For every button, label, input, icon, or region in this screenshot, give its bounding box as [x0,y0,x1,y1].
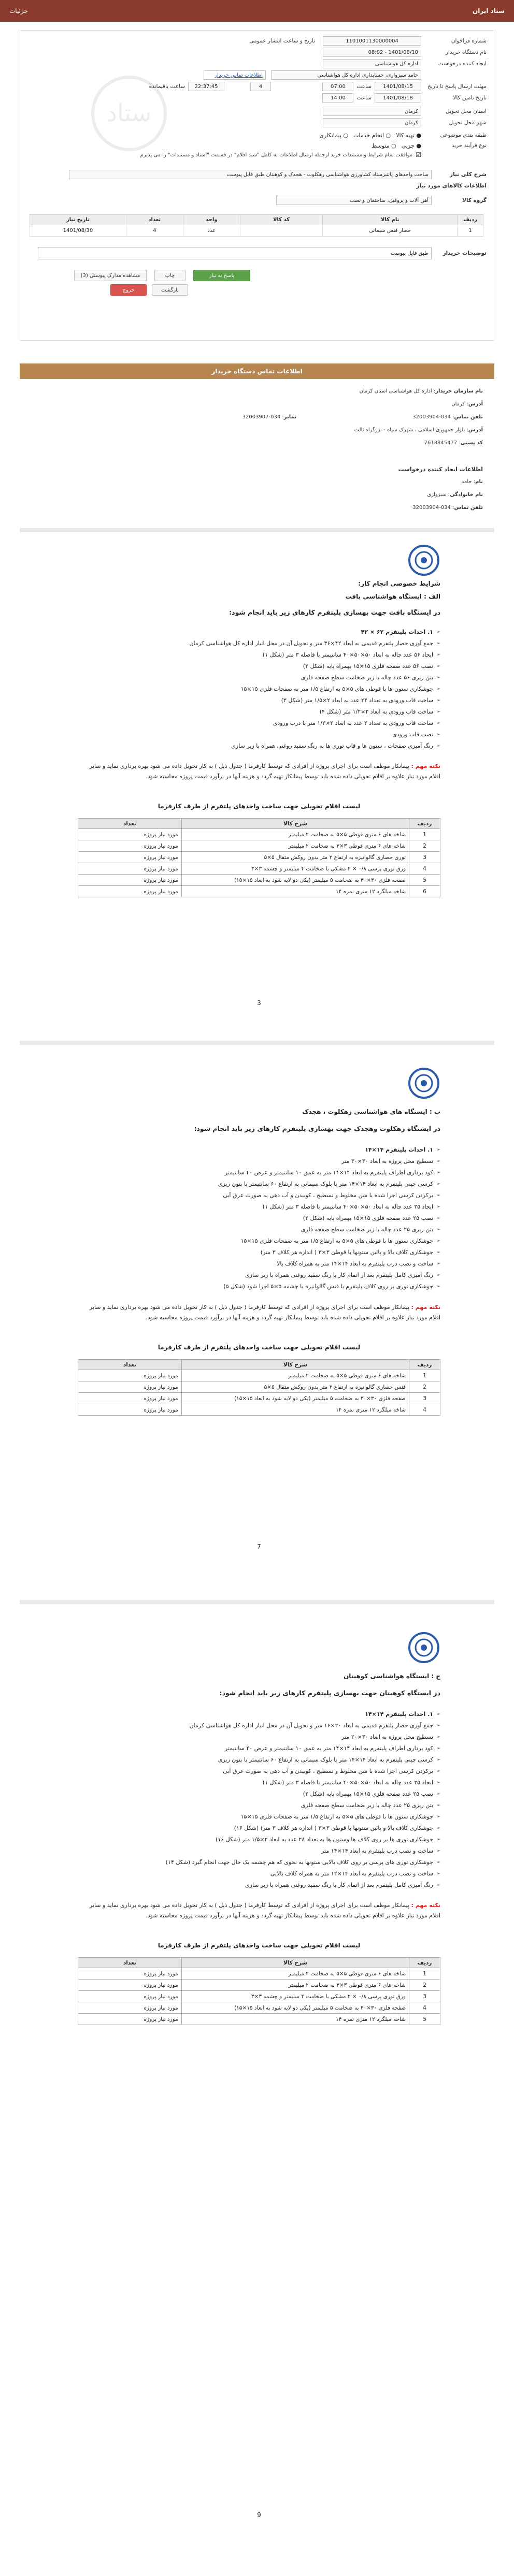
list-item: ➢ کرسی چینی پلیتفرم به ابعاد ۱۴×۱۴ متر با بلوک سیمانی به ارتفاع ۶۰ سانتیمتر با بتون ریزی [78,1754,440,1766]
publish-date-label: تاریخ و ساعت انتشار عمومی [249,38,315,44]
doc2-note-label: نکته مهم : [411,1304,440,1311]
list-item: ➢ برکردن کرسی اجرا شده با شن مخلوط و تسطیح ، کوبیدن و آب دهی به صورت عرق آبی [78,1190,440,1201]
need-date: 1401/08/18 [375,93,421,103]
tender-detail-panel [20,30,494,341]
col-name: نام کالا [323,215,458,225]
buyer-name-label: نام سازمان خریدار [435,388,483,394]
full-address-label: آدرس [468,427,483,433]
table-row [78,1393,440,1404]
col-unit: واحد [183,215,240,225]
cell-qty: مورد نیاز پروژه [78,1370,182,1381]
list-item: ➢ نصب ۲۵ عدد صفحه فلزی ۱۵×۱۵ بهمراه پایه (شکل ۲) [78,1788,440,1800]
remaining-time: 22:37:45 [188,82,224,91]
table-row [78,875,440,886]
top-bar [0,0,514,22]
section-divider [20,1600,494,1604]
doc3-ask: در ایستگاه کوهبنان جهت بهسازی پلیتفرم کارهای زیر باید انجام شود: [219,1689,440,1697]
table-row [78,1980,440,1991]
need-date-label: تاریخ تامین کالا [453,95,487,101]
list-item: ➢ کرسی چینی پلیتفرم به ابعاد ۱۴×۱۴ متر با بلوک سیمانی به ارتفاع ۶۰ سانتیمتر با بتون ریزی [78,1178,440,1190]
cell-date: 1401/08/30 [30,225,126,237]
cell-desc: صفحه فلزی ۳۰×۳۰ به ضخامت ۵ میلیمتر (یکی دو لایه شود به ابعاد ۱۵×۱۵) [181,1393,409,1404]
col-date: تاریخ نیاز [30,215,126,225]
table-row [78,1404,440,1416]
list-item: ➢ بتن ریزی ۲۵ عدد چاله با زیر ضخامت سطح صفحه فلزی [78,1800,440,1811]
table-row [78,863,440,875]
cell-qty: مورد نیاز پروژه [78,1980,182,1991]
cell-qty: مورد نیاز پروژه [78,829,182,840]
col-desc: شرح کالا [181,1958,409,1968]
list-item: ➢ کود برداری اطراف پلیتفرم به ابعاد ۱۴×۱۴ متر به عمق ۱۰ سانتیمتر و عرض ۴۰ سانتیمتر [78,1743,440,1754]
list-item: ➢ جمع آوری حصار پلتفرم قدیمی به ابعاد ۴۲×۳۶ متر و تحویل آن در محل انبار اداره کل هواشناسی کرمان [78,638,440,649]
cell-qty: مورد نیاز پروژه [78,1404,182,1416]
attachments-button[interactable]: مشاهده مدارک پیوستی (3) [74,270,147,281]
cell-qty: مورد نیاز پروژه [78,1968,182,1980]
province-value: کرمان [323,107,421,116]
table-row [78,2002,440,2014]
doc2-note-text: پیمانکار موظف است برای اجرای پروژه از افرادی که توسط کارفرما ( جدول ذیل ) به کار تحویل داده می شود بهره برداری نماید و سایر اقلام مورد نیاز علاوه بر اقلام تحویلی داده شده باید توسط پیمانکار تهیه گردد و هزینه آنها در برآورد قیمت پروژه محاسبه شود. [89,1304,440,1321]
city-label: شهر محل تحویل [449,120,487,126]
list-item: ➢ ایجاد ۲۵ عدد چاله به ابعاد ۵۰×۵۰×۴۰ سانتیمتر با فاصله ۳ متر (شکل ۱) [78,1201,440,1213]
list-item: ➢ ایجاد ۵۶ عدد چاله به ابعاد ۵۰×۵۰×۴۰ سانتیمتر با فاصله ۳ متر (شکل ۱) [78,649,440,661]
radio-partial[interactable]: ● جزیی [401,142,421,149]
phone-value: 034-32003904 [412,414,451,420]
cell-n: 3 [409,852,440,863]
deadline-label: مهلت ارسال پاسخ تا تاریخ [427,83,487,90]
list-item: ➢ جوشکاری توری بر روی کلاف پلیتفرم با فنس گالوانیزه با چشمه ۵×۵ اجرا شود (شکل ۵) [78,1281,440,1292]
list-item: ➢ بتن ریزی ۵۶ عدد چاله با زیر ضخامت سطح صفحه فلزی [78,672,440,683]
list-item: ➢ رنگ آمیزی صفحات ، ستون ها و قاب توری ها به رنگ سفید روغنی همراه با زیر سازی [78,740,440,752]
list-item: ➢ ساخت قاب ورودی به ابعاد ۲×۱/۲ متر (شکل ۴) [78,706,440,718]
col-qty: تعداد [78,1360,182,1370]
deadline-time: 07:00 [322,82,353,91]
table-row [78,886,440,897]
goods-table [30,214,483,237]
doc3-list-title: لیست اقلام تحویلی جهت ساخت واحدهای پلتفرم از طرف کارفرما [158,1942,361,1949]
col-row: ردیف [409,1958,440,1968]
table-row [78,829,440,840]
section-divider [20,528,494,532]
table-row [78,852,440,863]
list-item: ➢ تسطیح محل پروژه به ابعاد ۳۰×۳۰ متر [78,1156,440,1167]
col-row: ردیف [409,819,440,829]
doc1-items-table [78,818,440,897]
cell-qty: مورد نیاز پروژه [78,2002,182,2014]
cell-desc: شاخه های ۶ متری قوطی ۳×۳ به ضخامت ۲ میلیمتر [181,1980,409,1991]
list-item: ➢ ساخت و نصب درب پلیتفرم به ابعاد ۱۴×۱۴ متر به همراه کلاف بالا [78,1258,440,1270]
list-item: ➢ ساخت قاب ورودی به تعداد ۲۴ عدد به ابعاد ۲×۱/۵ متر (شکل ۳) [78,695,440,706]
cell-desc: فنس حصاری گالوانیزه به ارتفاع ۲ متر بدون روکش متقال ۵×۵ [181,1381,409,1393]
table-row [78,2014,440,2025]
list-item: ➢ نصب ۲۵ عدد صفحه فلزی ۱۵×۱۵ بهمراه پایه (شکل ۲) [78,1213,440,1224]
list-item: ➢ بتن ریزی ۲۵ عدد چاله با زیر ضخامت سطح صفحه فلزی [78,1224,440,1235]
phone-label: تلفن تماس [454,414,483,420]
price-label: نوع فرآیند خرید [451,142,487,149]
list-item: ➢ کود برداری اطراف پلیتفرم به ابعاد ۱۴×۱۴ متر به عمق ۱۰ سانتیمتر و عرض ۴۰ سانتیمتر [78,1167,440,1178]
goods-info-label: اطلاعات کالاهای مورد نیاز [416,183,487,189]
cell-qty: 4 [126,225,183,237]
doc1-title: شرایط خصوصی انجام کار: [358,580,440,587]
cell-qty: مورد نیاز پروژه [78,1991,182,2002]
list-item: ➢ ساخت و نصب درب پلیتفرم به ابعاد ۱۴×۱۲ متر به همراه کلاف بالایی [78,1868,440,1880]
back-button[interactable]: بازگشت [152,284,188,296]
list-item: ➢ جوشکاری ستون ها با قوطی های ۵×۵ به ارتفاع ۱/۵ متر به صفحات فلزی ۱۵×۱۵ [78,683,440,695]
postal-value: 7618845477 [424,440,458,446]
doc3-page-number: 9 [257,2511,261,2519]
cell-desc: توری حصاری گالوانیزه به ارتفاع ۲ متر بدون روکش متقال ۵×۵ [181,852,409,863]
col-desc: شرح کالا [181,1360,409,1370]
doc2-note [78,1302,440,1323]
table-row [78,1370,440,1381]
doc1-ask: در ایستگاه بافت جهت بهسازی پلیتفرم کارهای زیر باید انجام شود: [229,608,440,616]
deadline-date: 1401/08/15 [375,82,421,91]
cell-n: 1 [409,829,440,840]
doc2-ask: در ایستگاه زهکلوت وهجدک جهت بهسازی پلیتفرم کارهای زیر باید انجام شود: [194,1125,440,1132]
need-title-value: ساخت واحدهای پانتیزستاد کشاورزی هواشناسی رهکلوت - هجدک و کوهبنان طبق فایل پیوست [69,170,432,179]
doc2-task-list [78,1144,440,1292]
doc3-items-table [78,1957,440,2025]
attachment-page-2 [78,1067,440,1584]
requester-section-title: اطلاعات ایجاد کننده درخواست [398,466,483,473]
list-item: ➢ رنگ آمیزی کامل پلیتفرم بعد از اتمام کار با رنگ سفید روغنی همراه با زیر سازی [78,1270,440,1281]
cell-n: 2 [409,840,440,852]
description-value: طبق فایل پیوست [38,247,432,259]
buyer-name-line: نام سازمان خریدار: اداره کل هواشناسی استان کرمان [359,388,483,394]
fax-label: نمابر [283,414,296,420]
table-row [78,1991,440,2002]
doc1-subtitle: الف : ایستگاه هواشناسی بافت [345,593,440,600]
buyer-name-value: اداره کل هواشناسی استان کرمان [359,388,432,394]
goods-group-value: آهن آلات و پروفیل، ساختمان و نصب [276,196,432,205]
list-item: ➢ جوشکاری توری های پرسی بر روی کلاف بالایی ستونها به نحوی که هم چشمه یک خال جهت انجام گیرد (شکل ۱۴) [78,1857,440,1868]
doc3-note [78,1900,440,1921]
address-line: آدرس: کرمان [451,401,483,407]
need-title-label: شرح کلی نیاز [450,171,487,178]
cell-n: 1 [409,1968,440,1980]
doc3-note-text: پیمانکار موظف است برای اجرای پروژه از افرادی که توسط کارفرما ( جدول ذیل ) به کار تحویل داده می شود بهره برداری نماید و سایر اقلام مورد نیاز علاوه بر اقلام تحویلی داده شده باید توسط پیمانکار تهیه گردد و هزینه آنها در برآورد قیمت پروژه محاسبه شود. [89,1902,440,1919]
remaining-label: ساعت باقیمانده [149,83,185,90]
req-phone-label: تلفن تماس [454,505,483,511]
cell-desc: شاخه میلگرد ۱۲ متری نمره ۱۴ [181,886,409,897]
cell-qty: مورد نیاز پروژه [78,2014,182,2025]
order-number-label: شماره فراخوان [451,38,487,44]
publish-date: 1401/08/10 - 08:02 [323,48,421,57]
cell-n: 5 [409,2014,440,2025]
list-item: ➢ نصب ۵۶ عدد صفحه فلزی ۱۵×۱۵ بهمراه پایه (شکل ۲) [78,661,440,672]
list-item: ➢ ۱. احداث پلیتفرم ۶۲ × ۴۲ [78,627,440,638]
col-row: ردیف [458,215,483,225]
cell-qty: مورد نیاز پروژه [78,863,182,875]
cell-qty: مورد نیاز پروژه [78,852,182,863]
cell-desc: شاخه های ۶ متری قوطی ۳×۳ به ضخامت ۲ میلیمتر [181,840,409,852]
req-phone-line: تلفن تماس: 034-32003904 [412,505,483,511]
cell-n: 4 [409,863,440,875]
req-family-line: نام خانوادگی: سبزواری [427,492,483,498]
cell-desc: شاخه های ۶ متری قوطی ۵×۵ به ضخامت ۲ میلیمتر [181,1370,409,1381]
accept-checkbox[interactable]: ☑ [416,151,421,158]
section-divider [20,1041,494,1045]
meteorology-logo-icon [407,544,440,577]
doc1-list-title: لیست اقلام تحویلی جهت ساخت واحدهای پلتفرم از طرف کارفرما [158,803,361,810]
radio-goods[interactable]: ● تهیه کالا [396,132,421,139]
req-name-line: نام: حامد [461,479,483,485]
cell-n: 4 [409,1404,440,1416]
list-item: ➢ ساخت و نصب درب پلیتفرم به ابعاد ۱۴×۱۴ متر [78,1845,440,1857]
cell-name: حصار فنس سیمانی [323,225,458,237]
list-item: ➢ ایجاد ۲۵ عدد چاله به ابعاد ۵۰×۵۰×۴۰ سانتیمتر با فاصله ۳ متر (شکل ۱) [78,1777,440,1788]
attachment-page-3 [78,1631,440,2553]
cell-qty: مورد نیاز پروژه [78,1381,182,1393]
deadline-time-label: ساعت [356,83,372,90]
req-family-value: سبزواری [427,492,447,498]
radio-medium-label: متوسط [372,142,390,149]
cell-desc: ورق توری پرسی ۰/۸ × ۲ مشکی با ضخامت ۴ میلیمتر و چشمه ۳×۳ [181,1991,409,2002]
list-item: ➢ جوشکاری ستون ها با قوطی های ۵×۵ به ارتفاع ۱/۵ متر به صفحات فلزی ۱۵×۱۵ [78,1235,440,1247]
cell-n: 4 [409,2002,440,2014]
postal-label: کد پستی [460,440,483,446]
req-family-label: نام خانوادگی [450,492,483,498]
meteorology-logo-icon [407,1631,440,1664]
cell-n: 3 [409,1393,440,1404]
cell-qty: مورد نیاز پروژه [78,840,182,852]
attachment-page-1 [78,544,440,1030]
need-time: 14:00 [322,93,353,103]
cell-n: 5 [409,875,440,886]
col-qty: تعداد [126,215,183,225]
cell-desc: ورق توری پرسی ۰/۸ × ۲ مشکی با ضخامت ۴ میلیمتر و چشمه ۳×۳ [181,863,409,875]
reply-button[interactable]: پاسخ به نیاز [193,270,250,281]
accept-checkbox-text: موافقت تمام شرایط و مستندات خرید ازجمله ارسال اطلاعات به کامل "سبد اقلام" در قسمت "اسناد و مستندات" را می پذیرم [140,152,413,158]
full-address-line: آدرس: بلوار جمهوری اسلامی ، شهرک سپاه - بزرگراه ثالث [354,427,483,433]
doc3-note-label: نکته مهم : [411,1902,440,1909]
meteorology-logo-icon [407,1067,440,1100]
print-button[interactable]: چاپ [154,270,185,281]
doc1-note-label: نکته مهم : [411,763,440,769]
cell-desc: صفحه فلزی ۳۰×۳۰ به ضخامت ۵ میلیمتر (یکی دو لایه شود به ابعاد ۱۵×۱۵) [181,875,409,886]
full-address-value: بلوار جمهوری اسلامی ، شهرک سپاه - بزرگراه ثالث [354,427,465,433]
doc2-list-title: لیست اقلام تحویلی جهت ساخت واحدهای پلتفرم از طرف کارفرما [158,1344,361,1351]
address-value: کرمان [451,401,465,407]
col-code: کد کالا [240,215,323,225]
req-phone-value: 034-32003904 [412,505,451,511]
radio-partial-label: جزیی [401,142,415,149]
org-value: اداره کل هواشناسی [323,59,421,68]
doc1-note-text: پیمانکار موظف است برای اجرای پروژه از افرادی که توسط کارفرما ( جدول ذیل ) به کار تحویل داده می شود بهره برداری نماید و سایر اقلام مورد نیاز علاوه بر اقلام تحویلی داده شده باید توسط پیمانکار تهیه گردد و هزینه آنها در برآورد قیمت پروژه محاسبه شود. [89,763,440,780]
doc1-task-list [78,627,440,752]
req-name-value: حامد [461,479,472,485]
radio-services[interactable]: ○ انجام خدمات [353,132,391,139]
list-item: ➢ جوشکاری ستون ها با قوطی های ۵×۵ به ارتفاع ۱/۵ متر به صفحات فلزی ۱۵×۱۵ [78,1811,440,1823]
cell-n: 3 [409,1991,440,2002]
list-item: ➢ نصب قاب ورودی [78,729,440,740]
table-row [78,1968,440,1980]
radio-services-label: انجام خدمات [353,132,384,139]
province-label: استان محل تحویل [446,108,487,114]
list-item: ➢ رنگ آمیزی کامل پلیتفرم بعد از اتمام کار با رنگ سفید روغنی همراه با زیر سازی [78,1880,440,1891]
org-label: نام دستگاه خریدار [445,49,487,55]
description-label: توضیحات خریدار [442,250,487,256]
contact-section-header: اطلاعات تماس دستگاه خریدار [20,363,494,379]
exit-button[interactable]: خروج [110,284,147,296]
radio-medium[interactable]: ○ متوسط [372,142,396,149]
list-item: ➢ جوشکاری کلاف بالا و پائین ستونها با قوطی ۳×۳ ( اندازه هر کلاف ۳ متر) [78,1247,440,1258]
list-item: ➢ ۱. احداث پلیتفرم ۱۴×۱۴ [78,1144,440,1156]
cell-n: 2 [409,1381,440,1393]
col-qty: تعداد [78,1958,182,1968]
cell-desc: شاخه میلگرد ۱۲ متری نمره ۱۴ [181,1404,409,1416]
doc2-subtitle: ب : ایستگاه های هواشناسی زهکلوت ، هجدک [302,1108,440,1115]
col-desc: شرح کالا [181,819,409,829]
doc3-task-list [78,1709,440,1891]
cell-desc: شاخه های ۶ متری قوطی ۵×۵ به ضخامت ۲ میلیمتر [181,829,409,840]
doc3-subtitle: ج : ایستگاه هواشناسی کوهبنان [344,1672,440,1680]
goods-group-label: گروه کالا [462,197,487,203]
list-item: ➢ ۱. احداث پلیتفرم ۱۴×۱۴ [78,1709,440,1720]
doc1-note [78,761,440,782]
cell-row: 1 [458,225,483,237]
cell-desc: شاخه میلگرد ۱۲ متری نمره ۱۴ [181,2014,409,2025]
cell-n: 6 [409,886,440,897]
cell-code [240,225,323,237]
buyer-contact-link[interactable]: اطلاعات تماس خریدار [204,70,266,80]
radio-goods-label: تهیه کالا [396,132,415,139]
page-title: جزئیات [9,7,28,14]
address-label: آدرس [468,401,483,407]
cell-n: 1 [409,1370,440,1381]
table-row [78,840,440,852]
cell-desc: صفحه فلزی ۳۰×۳۰ به ضخامت ۵ میلیمتر (یکی دو لایه شود به ابعاد ۱۵×۱۵) [181,2002,409,2014]
cell-n: 2 [409,1980,440,1991]
doc1-page-number: 3 [257,999,261,1007]
list-item: ➢ تسطیح محل پروژه به ابعاد ۳۰×۲۰ متر [78,1731,440,1743]
phone-line: تلفن تماس: 034-32003904 [412,414,483,420]
fax-line: نمابر: 034-32003907 [242,414,296,420]
radio-contract-label: پیمانکاری [319,132,341,139]
postal-line: کد پستی: 7618845477 [424,440,483,446]
cell-qty: مورد نیاز پروژه [78,875,182,886]
col-qty: تعداد [78,819,182,829]
cell-desc: شاخه های ۶ متری قوطی ۵×۵ به ضخامت ۲ میلیمتر [181,1968,409,1980]
goods-table-header [30,215,483,225]
cell-qty: مورد نیاز پروژه [78,886,182,897]
table-row [78,1381,440,1393]
city-value: کرمان [323,118,421,127]
requester-label: ایجاد کننده درخواست [438,61,487,67]
order-number: 1101001130000004 [323,36,421,46]
list-item: ➢ جوشکاری کلاف بالا و پائین ستونها با قوطی ۳×۳ ( اندازه هر کلاف ۳ متر) (شکل ۱۶) [78,1823,440,1834]
list-item: ➢ برکردن کرسی اجرا شده با شن مخلوط و تسطیح ، کوبیدن و آب دهی به صورت عرق آبی [78,1766,440,1777]
need-time-label: ساعت [356,95,372,101]
list-item: ➢ ساخت قاب ورودی به تعداد ۲ عدد به ابعاد ۲×۱/۲ متر با درب ورودی [78,718,440,729]
list-item: ➢ جمع آوری حصار پلتفرم قدیمی به ابعاد ۲۰×۱۶ متر و تحویل آن در محل انبار اداره کل هواشناسی کرمان [78,1720,440,1731]
list-item: ➢ جوشکاری توری ها بر روی کلاف ها وستون ها به تعداد ۲۸ عدد به ابعاد ۲×۱/۵ متر (شکل ۱۶) [78,1834,440,1845]
requester-value: حامد سبزواری، حسابداری اداره کل هواشناسی [271,70,421,80]
site-brand[interactable]: ستاد ایران [473,7,505,14]
doc2-page-number: 7 [257,1543,261,1550]
fax-value: 034-32003907 [242,414,281,420]
table-row[interactable] [30,225,483,237]
cell-qty: مورد نیاز پروژه [78,1393,182,1404]
cell-unit: عدد [183,225,240,237]
rating-label: طبقه بندی موضوعی [440,132,487,138]
req-name-label: نام [475,479,483,485]
doc2-items-table [78,1359,440,1416]
svg-text:ستاد: ستاد [106,99,152,127]
remaining-days: 4 [250,82,271,91]
radio-contract[interactable]: ○ پیمانکاری [319,132,348,139]
col-row: ردیف [409,1360,440,1370]
